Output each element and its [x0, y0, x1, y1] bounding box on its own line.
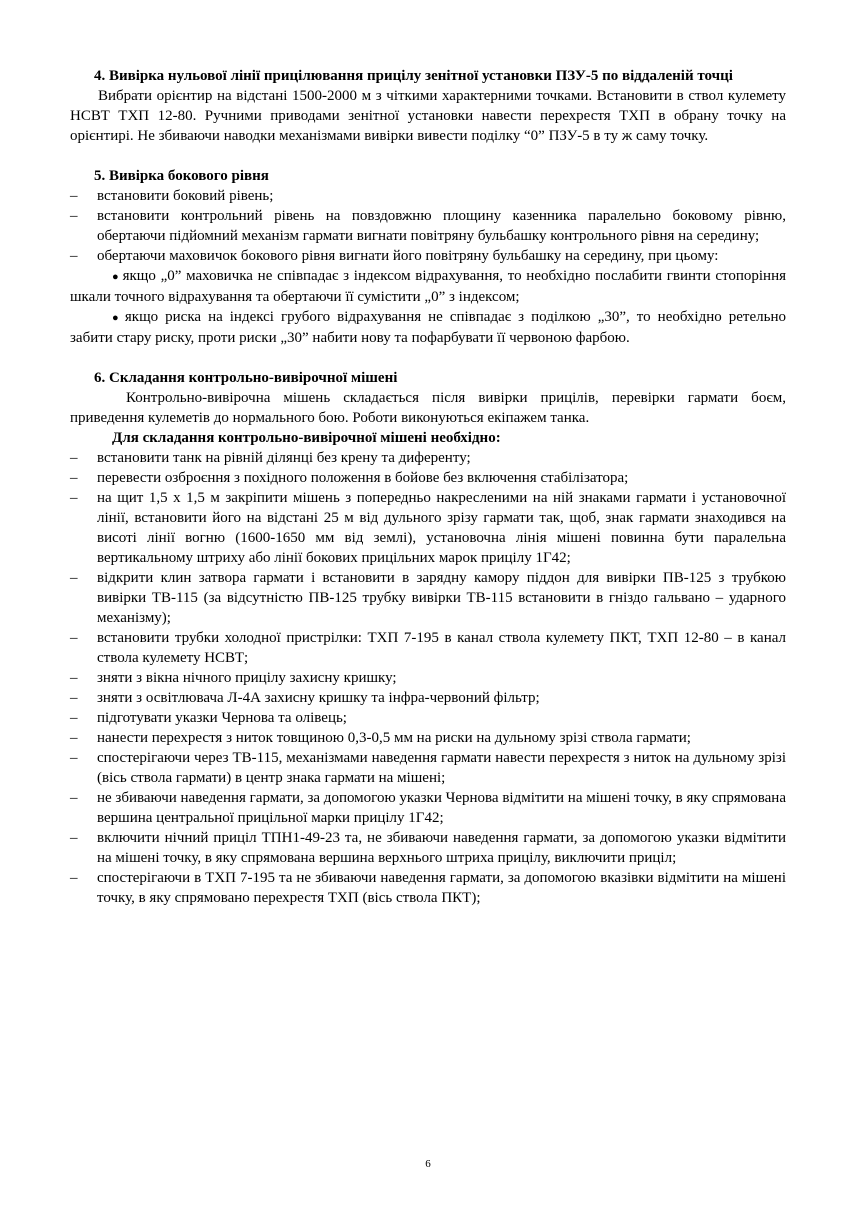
- bullet-icon: ●: [112, 271, 120, 283]
- list-item: – нанести перехрестя з ниток товщиною 0,3-0,5 мм на риски на дульному зрізі ствола гармати;: [70, 730, 691, 746]
- dash-marker: –: [70, 870, 78, 886]
- section-4-title: 4. Вивірка нульової лінії прицілювання прицілу зенітної установки ПЗУ-5 по віддаленій точці: [94, 68, 733, 84]
- section-5-list: [70, 186, 786, 266]
- section-6-title: 6. Складання контрольно-вивірочної мішені: [94, 370, 398, 386]
- section-5-title: 5. Вивірка бокового рівня: [94, 168, 269, 184]
- dash-marker: –: [70, 710, 78, 726]
- section-6-list: [70, 448, 786, 908]
- list-item: – встановити боковий рівень;: [70, 188, 274, 204]
- list-item: – включити нічний приціл ТПН1-49-23 та, не збиваючи наведення гармати, за допомогою указки відмітити на мішені точку, в яку спрямована вершина верхнього штриха прицілу, виключити приціл;: [70, 830, 786, 866]
- dash-marker: –: [70, 750, 78, 766]
- dash-marker: –: [70, 490, 78, 506]
- dash-marker: –: [70, 690, 78, 706]
- bullet-item: ● якщо „0” маховичка не співпадає з індексом відрахування, то необхідно послабити гвинти стопоріння шкали точного відрахування та обертаючи її сумістити „0” з індексом;: [70, 268, 786, 305]
- list-item: – відкрити клин затвора гармати і встановити в зарядну камору піддон для вивірки ПВ-125 з трубкою вивірки ТВ-115 (за відсутністю ПВ-125 трубку вивірки ТВ-115 встановити в гніздо гальвано – ударного механізму);: [70, 570, 786, 626]
- bullet-icon: ●: [112, 312, 122, 324]
- list-item: – зняти з освітлювача Л-4А захисну кришку та інфра-червоний фільтр;: [70, 690, 540, 706]
- dash-marker: –: [70, 208, 78, 224]
- dash-marker: –: [70, 570, 78, 586]
- list-item: – не збиваючи наведення гармати, за допомогою указки Чернова відмітити на мішені точку, в яку спрямована вершина центральної прицільної марки прицілу 1Г42;: [70, 790, 786, 826]
- dash-marker: –: [70, 630, 78, 646]
- spacer: [70, 146, 786, 166]
- list-item: – встановити трубки холодної пристрілки: ТХП 7-195 в канал ствола кулемету ПКТ, ТХП 12-80 – в канал ствола кулемету НСВТ;: [70, 630, 786, 666]
- dash-marker: –: [70, 790, 78, 806]
- dash-marker: –: [70, 830, 78, 846]
- list-item: – на щит 1,5 х 1,5 м закріпити мішень з попередньо накресленими на ній знаками гармати і установочної лінії, встановити його на відстані 25 м від дульного зрізу гармати так, щоб, знак гармати знаходився на висоті лінії вогню (1600-1650 мм від землі), установочна лінія мішені повинна бути паралельна вертикальному штриху або лінії бокових прицільних марок прицілу 1Г42;: [70, 490, 786, 566]
- dash-marker: –: [70, 188, 78, 204]
- list-item: – встановити контрольний рівень на повздовжню площину казенника паралельно боковому рівню, обертаючи підйомний механізм гармати вигнати повітряну бульбашку контрольного рівня на середину;: [70, 208, 786, 244]
- spacer: [70, 348, 786, 368]
- list-item: – спостерігаючи в ТХП 7-195 та не збиваючи наведення гармати, за допомогою вказівки відмітити на мішені точку, в яку спрямовано перехрестя ТХП (вісь ствола ПКТ);: [70, 870, 786, 906]
- dash-marker: –: [70, 670, 78, 686]
- section-6-lead: Для складання контрольно-вивірочної мішені необхідно:: [112, 430, 501, 446]
- list-item: – зняти з вікна нічного прицілу захисну кришку;: [70, 670, 397, 686]
- dash-marker: –: [70, 450, 78, 466]
- page-number: 6: [425, 1158, 431, 1170]
- bullet-item: ● якщо риска на індексі грубого відрахування не співпадає з поділкою „30”, то необхідно ретельно забити стару риску, проти риски „30” набити нову та пофарбувати її червоною фарбою.: [70, 309, 786, 346]
- dash-marker: –: [70, 730, 78, 746]
- document-page: [70, 66, 786, 908]
- section-4-paragraph: Вибрати орієнтир на відстані 1500-2000 м з чіткими характерними точками. Встановити в ствол кулемету НСВТ ТХП 12-80. Ручними приводами зенітної установки навести перехрестя ТХП в обрану точку на орієнтирі. Не збиваючи наводки механізмами вивірки вивести поділку “0” ПЗУ-5 в ту ж саму точку.: [70, 88, 786, 144]
- list-item: – перевести озброєння з похідного положення в бойове без включення стабілізатора;: [70, 470, 629, 486]
- dash-marker: –: [70, 248, 78, 264]
- dash-marker: –: [70, 470, 78, 486]
- list-item: – встановити танк на рівній ділянці без крену та диференту;: [70, 450, 471, 466]
- section-6-paragraph: Контрольно-вивірочна мішень складається після вивірки прицілів, перевірки гармати боєм, приведення кулеметів до нормального бою. Роботи виконуються екіпажем танка.: [70, 390, 786, 426]
- list-item: – спостерігаючи через ТВ-115, механізмами наведення гармати навести перехрестя з ниток на дульному зрізі (вісь ствола гармати) в центр знака гармати на мішені;: [70, 750, 786, 786]
- list-item: – обертаючи маховичок бокового рівня вигнати його повітряну бульбашку на середину, при цьому:: [70, 248, 719, 264]
- list-item: – підготувати указки Чернова та олівець;: [70, 710, 347, 726]
